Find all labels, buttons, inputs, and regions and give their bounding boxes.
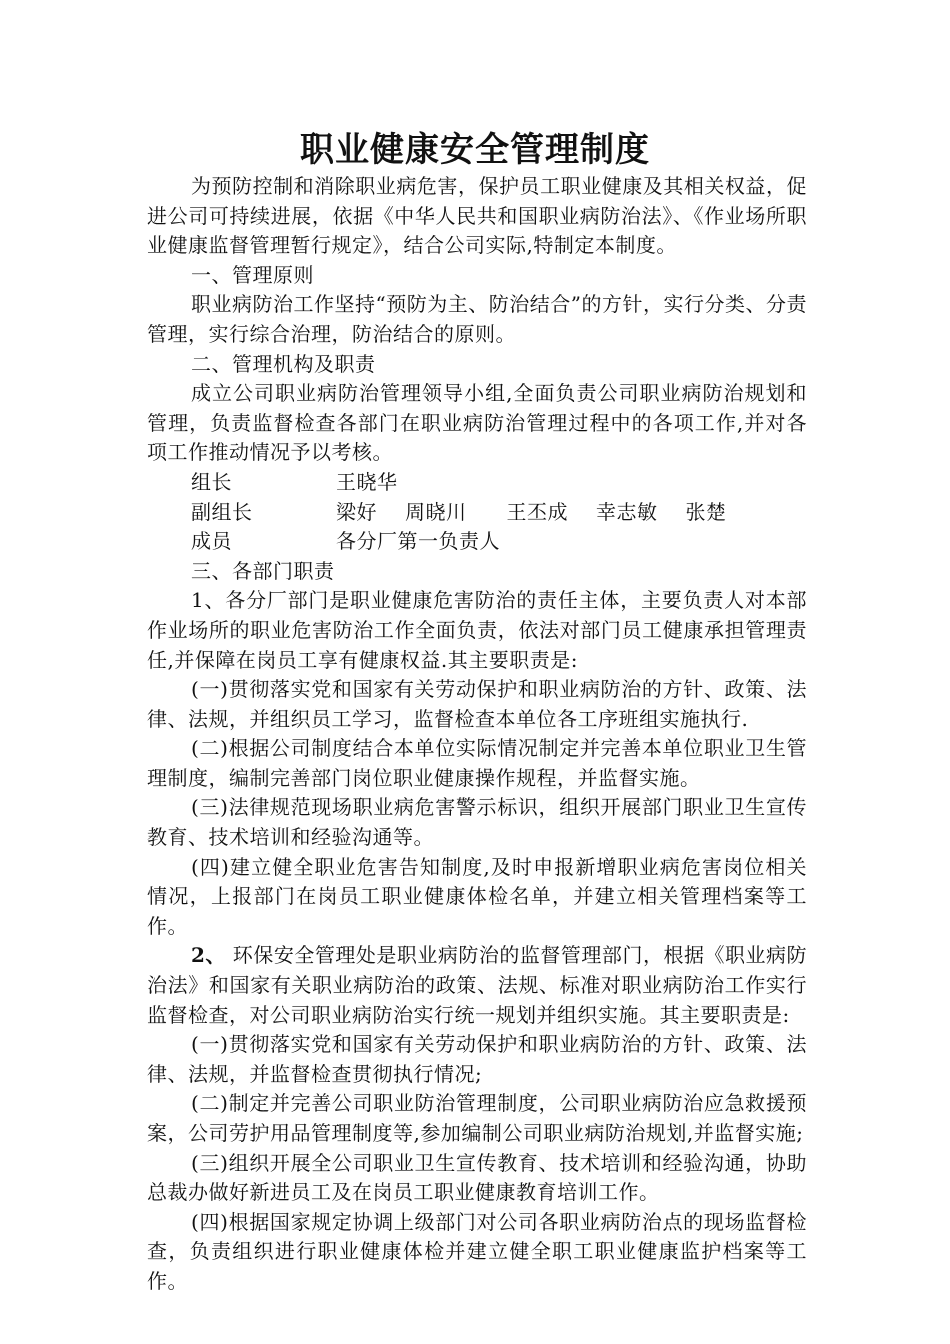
member-name: 王晓华 — [336, 469, 398, 494]
member-role: 成员 — [191, 529, 232, 554]
dept1-item-1: (一)贯彻落实党和国家有关劳动保护和职业病防治的方针、政策、法律、法规，并组织员工学习，监督检查本单位各工序班组实施执行. — [147, 677, 807, 731]
dept2-item-4: (四)根据国家规定协调上级部门对公司各职业病防治点的现场监督检查，负责组织进行职业健康体检并建立健全职工职业健康监护档案等工作。 — [147, 1209, 807, 1293]
page-title: 职业健康安全管理制度 — [300, 130, 650, 170]
section-heading-departments: 三、各部门职责 — [191, 558, 335, 583]
organization-paragraph: 成立公司职业病防治管理领导小组,全面负责公司职业病防治规划和管理，负责监督检查各部门在职业病防治管理过程中的各项工作,并对各项工作推动情况予以考核。 — [147, 381, 807, 465]
member-desc: 各分厂第一负责人 — [336, 529, 500, 554]
dept2-item-1: (一)贯彻落实党和国家有关劳动保护和职业病防治的方针、政策、法律、法规，并监督检查贯彻执行情况; — [147, 1032, 807, 1086]
member-row-leader — [147, 468, 807, 498]
dept1-paragraph: 1、各分厂部门是职业健康危害防治的责任主体，主要负责人对本部作业场所的职业危害防治工作全面负责，依法对部门员工健康承担管理责任,并保障在岗员工享有健康权益.其主要职责是: — [147, 588, 807, 672]
member-name: 梁好 — [336, 499, 377, 524]
member-role: 副组长 — [191, 499, 253, 524]
section-heading-principles: 一、管理原则 — [191, 262, 314, 287]
member-name: 周晓川 — [405, 499, 467, 524]
dept2-paragraph — [147, 941, 807, 1030]
member-name: 王丕成 — [506, 499, 568, 524]
dept1-item-2: (二)根据公司制度结合本单位实际情况制定并完善本单位职业卫生管理制度，编制完善部门岗位职业健康操作规程，并监督实施。 — [147, 736, 807, 790]
member-row-members — [147, 527, 807, 557]
dept2-number: 2、 — [191, 943, 226, 968]
dept1-item-3: (三)法律规范现场职业病危害警示标识，组织开展部门职业卫生宣传教育、技术培训和经验沟通等。 — [147, 795, 807, 850]
dept1-item-4: (四)建立健全职业危害告知制度,及时申报新增职业病危害岗位相关情况，上报部门在岗员工职业健康体检名单，并建立相关管理档案等工作。 — [147, 854, 807, 938]
member-name: 张楚 — [685, 499, 727, 524]
member-role: 组长 — [191, 469, 232, 494]
member-row-deputy — [147, 498, 807, 528]
intro-paragraph: 为预防控制和消除职业病危害，保护员工职业健康及其相关权益，促进公司可持续进展，依据《中华人民共和国职业病防治法》、《作业场所职业健康监督管理暂行规定》，结合公司实际,特制定本制度。 — [147, 174, 807, 258]
principles-paragraph: 职业病防治工作坚持“预防为主、防治结合”的方针，实行分类、分责管理，实行综合治理，防治结合的原则。 — [147, 292, 807, 346]
member-name: 幸志敏 — [596, 499, 658, 524]
dept2-item-3: (三)组织开展全公司职业卫生宣传教育、技术培训和经验沟通，协助总裁办做好新进员工及在岗员工职业健康教育培训工作。 — [147, 1150, 807, 1205]
document-body — [147, 172, 807, 1297]
dept2-item-2: (二)制定并完善公司职业防治管理制度，公司职业病防治应急救援预案，公司劳护用品管理制度等,参加编制公司职业病防治规划,并监督实施; — [147, 1091, 807, 1145]
dept2-text: 环保安全管理处是职业病防治的监督管理部门，根据《职业病防治法》和国家有关职业病防治的政策、法规、标准对职业病防治工作实行监督检查，对公司职业病防治实行统一规划并组织实施。其主要职责是: — [147, 943, 807, 1027]
section-heading-organization: 二、管理机构及职责 — [191, 351, 376, 376]
